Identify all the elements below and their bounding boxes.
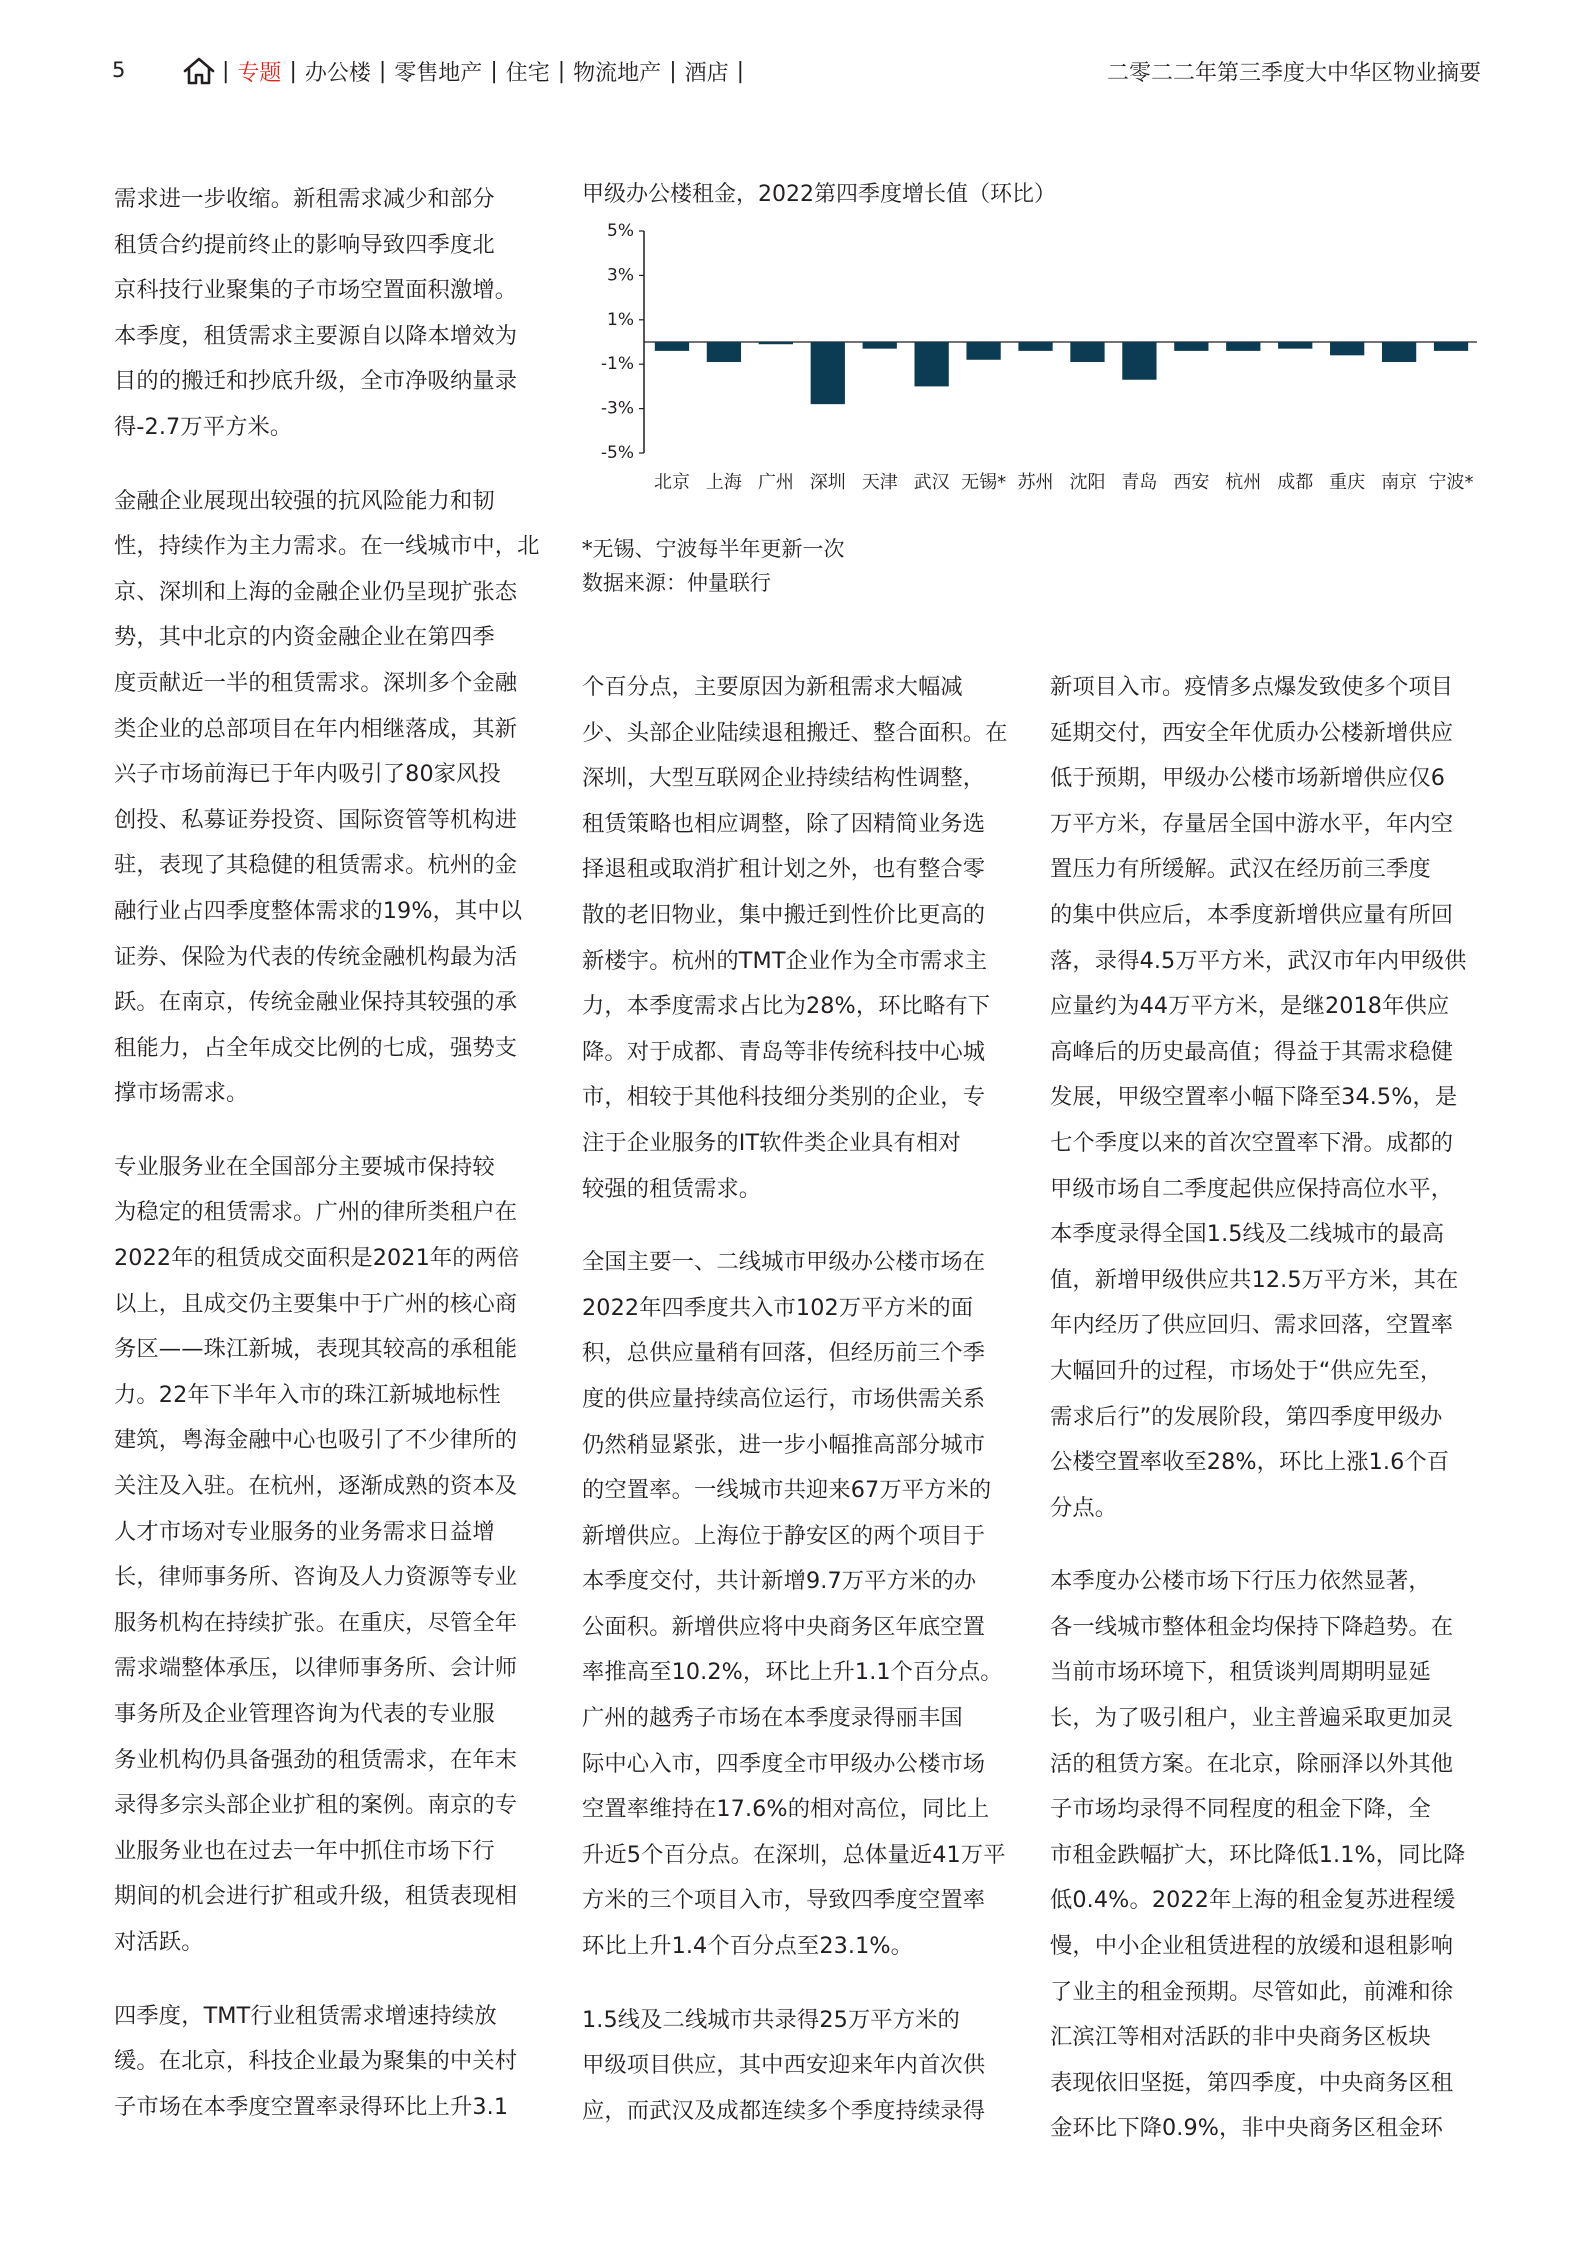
nav-item-4[interactable]: 物流地产 [573,61,662,86]
bar [915,342,949,386]
text-line: 业服务业也在过去一年中抓住市场下行 [114,1837,495,1864]
chart-source: 数据来源：仲量联行 [582,571,771,595]
bar [1434,342,1468,351]
text-line: 租能力，占全年成交比例的七成，强势支 [114,1034,518,1061]
text-line: 分点。 [1050,1494,1118,1521]
text-line: 需求进一步收缩。新租需求减少和部分 [114,186,495,212]
text-line: 新楼宇。杭州的TMT企业作为全市需求主 [582,947,988,974]
text-line: 应，而武汉及成都连续多个季度持续录得 [582,2097,986,2124]
text-line: 租赁合约提前终止的影响导致四季度北 [114,231,495,258]
text-line: 个百分点，主要原因为新租需求大幅减 [582,674,963,700]
x-tick-label: 天津 [861,472,898,493]
text-line: 活的租赁方案。在北京，除丽泽以外其他 [1050,1750,1454,1777]
bar [1122,342,1156,380]
text-line: 少、头部企业陆续退租搬迁、整合面积。在 [582,719,1008,746]
text-line: 较强的租赁需求。 [582,1175,762,1202]
text-line: 建筑，粤海金融中心也吸引了不少律所的 [114,1427,518,1454]
x-tick-label: 西安 [1173,472,1210,493]
text-line: 人才市场对专业服务的业务需求日益增 [114,1518,495,1545]
home-icon[interactable] [182,56,216,86]
text-line: 长，为了吸引租户，业主普遍采取更加灵 [1050,1705,1454,1732]
text-line: 子市场均录得不同程度的租金下降，全 [1050,1796,1431,1823]
text-line: 录得多宗头部企业扩租的案例。南京的专 [114,1792,518,1819]
text-line: 的集中供应后，本季度新增供应量有所回 [1050,901,1454,928]
text-line: 关注及入驻。在杭州，逐渐成熟的资本及 [114,1473,518,1500]
nav-separator: | [669,59,677,84]
text-column-3 [1050,665,1490,2180]
text-line: 驻，表现了其稳健的租赁需求。杭州的金 [114,852,518,879]
text-line: 服务机构在持续扩张。在重庆，尽管全年 [114,1609,518,1636]
page-header [0,0,1586,120]
bar [1330,342,1364,355]
x-tick-label: 无锡* [961,472,1007,493]
text-line: 际中心入市，四季度全市甲级办公楼市场 [582,1750,986,1777]
text-line: 仍然稍显紧张，进一步小幅推高部分城市 [582,1431,986,1458]
text-line: 创投、私募证券投资、国际资管等机构进 [114,806,518,833]
text-line: 积，总供应量稍有回落，但经历前三个季 [582,1340,986,1367]
topic-nav [222,56,752,87]
text-line: 期间的机会进行扩租或升级，租赁表现相 [114,1883,518,1910]
text-line: 类企业的总部项目在年内相继落成，其新 [114,715,518,742]
text-line: 跃。在南京，传统金融业保持其较强的承 [114,989,518,1016]
text-line: 年内经历了供应回归、需求回落，空置率 [1050,1312,1454,1339]
text-line: 当前市场环境下，租赁谈判周期明显延 [1050,1659,1431,1686]
text-line: 事务所及企业管理咨询为代表的专业服 [114,1701,495,1727]
text-line: 目的的搬迁和抄底升级，全市净吸纳量录 [114,368,518,395]
bar [966,342,1000,360]
page-number: 5 [112,58,126,82]
text-line: 金环比下降0.9%，非中央商务区租金环 [1050,2115,1443,2142]
text-line: 慢，中小企业租赁进程的放缓和退租影响 [1050,1933,1454,1960]
text-line: 务业机构仍具备强劲的租赁需求，在年末 [114,1746,518,1773]
bar [811,342,845,404]
text-line: 子市场在本季度空置率录得环比上升3.1 [114,2093,509,2120]
text-line: 缓。在北京，科技企业最为聚集的中关村 [114,2048,518,2075]
paragraph [114,1994,554,2131]
text-line: 空置率维持在17.6%的相对高位，同比上 [582,1796,990,1823]
chart-notes [582,532,845,600]
nav-item-3[interactable]: 住宅 [505,61,550,86]
text-line: 性，持续作为主力需求。在一线城市中，北 [114,533,540,560]
text-line: 各一线城市整体租金均保持下降趋势。在 [1050,1613,1454,1640]
text-line: 度的供应量持续高位运行，市场供需关系 [582,1385,986,1412]
x-tick-label: 青岛 [1121,472,1158,493]
text-line: 京科技行业聚集的子市场空置面积激增。 [114,277,518,304]
chart-plot [582,217,1482,517]
text-line: 值，新增甲级供应共12.5万平方米，其在 [1050,1266,1459,1293]
bar [863,342,897,349]
x-tick-label: 广州 [757,472,794,493]
text-line: 升近5个百分点。在深圳，总体量近41万平 [582,1841,1006,1868]
x-tick-label: 苏州 [1017,472,1054,493]
bar [1382,342,1416,362]
chart-footnote: *无锡、宁波每半年更新一次 [582,537,845,561]
nav-item-1[interactable]: 办公楼 [304,61,371,86]
text-line: 万平方米，存量居全国中游水平，年内空 [1050,810,1454,837]
text-line: 长，律师事务所、咨询及人力资源等专业 [114,1564,518,1591]
text-line: 力，本季度需求占比为28%，环比略有下 [582,993,991,1020]
text-line: 得-2.7万平方米。 [114,413,293,440]
y-tick-label: -3% [600,398,634,419]
paragraph [582,1998,1022,2135]
paragraph [114,479,554,1117]
x-tick-label: 重庆 [1329,472,1366,493]
text-line: 方米的三个项目入市，导致四季度空置率 [582,1887,986,1914]
nav-separator: | [289,59,297,84]
text-line: 以上，且成交仍主要集中于广州的核心商 [114,1290,518,1317]
text-line: 应量约为44万平方米，是继2018年供应 [1050,993,1450,1020]
paragraph [1050,1559,1490,2152]
text-line: 低0.4%。2022年上海的租金复苏进程缓 [1050,1887,1456,1914]
x-tick-label: 南京 [1381,472,1418,493]
text-line: 低于预期，甲级办公楼市场新增供应仅6 [1050,765,1446,792]
bar [655,342,689,351]
text-line: 本季度，租赁需求主要源自以降本增效为 [114,322,518,349]
text-line: 择退租或取消扩租计划之外，也有整合零 [582,856,986,883]
paragraph [114,177,554,451]
text-line: 深圳，大型互联网企业持续结构性调整， [582,765,986,792]
text-line: 散的老旧物业，集中搬迁到性价比更高的 [582,901,986,928]
nav-separator: | [736,59,745,84]
text-line: 落，录得4.5万平方米，武汉市年内甲级供 [1050,947,1467,974]
text-line: 大幅回升的过程，市场处于“供应先至， [1050,1357,1443,1384]
x-tick-label: 成都 [1277,472,1314,493]
nav-separator: | [490,59,498,84]
text-line: 市，相较于其他科技细分类别的企业，专 [582,1084,986,1111]
y-tick-label: -1% [600,354,634,375]
paragraph [582,665,1022,1212]
text-line: 广州的越秀子市场在本季度录得丽丰国 [582,1705,963,1732]
bar [759,342,793,344]
text-line: 专业服务业在全国部分主要城市保持较 [114,1153,495,1180]
paragraph [114,1145,554,1966]
text-line: 汇滨江等相对活跃的非中央商务区板块 [1050,2024,1431,2051]
text-line: 需求端整体承压，以律师事务所、会计师 [114,1655,518,1682]
nav-item-2[interactable]: 零售地产 [394,61,483,86]
text-line: 本季度办公楼市场下行压力依然显著， [1050,1568,1431,1595]
text-line: 新项目入市。疫情多点爆发致使多个项目 [1050,674,1454,700]
text-line: 全国主要一、二线城市甲级办公楼市场在 [582,1249,986,1276]
text-line: 七个季度以来的首次空置率下滑。成都的 [1050,1129,1454,1156]
text-line: 度贡献近一半的租赁需求。深圳多个金融 [114,669,518,696]
x-tick-label: 北京 [653,472,690,493]
text-line: 发展，甲级空置率小幅下降至34.5%，是 [1050,1084,1458,1111]
y-tick-label: 3% [607,265,634,286]
text-line: 公面积。新增供应将中央商务区年底空置 [582,1613,986,1640]
bar [707,342,741,362]
text-line: 注于企业服务的IT软件类企业具有相对 [582,1129,961,1156]
text-line: 本季度交付，共计新增9.7万平方米的办 [582,1568,977,1595]
text-line: 本季度录得全国1.5线及二线城市的最高 [1050,1221,1445,1248]
text-line: 环比上升1.4个百分点至23.1%。 [582,1933,914,1960]
text-line: 为稳定的租赁需求。广州的律所类租户在 [114,1199,518,1226]
text-line: 甲级市场自二季度起供应保持高位水平， [1050,1175,1454,1202]
y-tick-label: -5% [600,443,634,463]
nav-separator: | [378,59,387,84]
text-line: 2022年四季度共入市102万平方米的面 [582,1294,974,1321]
text-line: 高峰后的历史最高值；得益于其需求稳健 [1050,1038,1454,1065]
text-line: 了业主的租金预期。尽管如此，前滩和徐 [1050,1978,1454,2005]
text-line: 甲级项目供应，其中西安迎来年内首次供 [582,2052,986,2079]
y-tick-label: 1% [607,309,634,330]
text-column-2 [582,665,1022,2162]
nav-item-0[interactable]: 专题 [237,61,282,86]
text-line: 需求后行”的发展阶段，第四季度甲级办 [1050,1403,1443,1430]
text-line: 对活跃。 [114,1928,204,1955]
text-line: 四季度，TMT行业租赁需求增速持续放 [114,2002,497,2029]
text-line: 公楼空置率收至28%，环比上涨1.6个百 [1050,1449,1450,1476]
text-line: 租赁策略也相应调整，除了因精简业务选 [582,810,986,837]
text-line: 京、深圳和上海的金融企业仍呈现扩张态 [114,578,518,605]
text-column-1 [114,177,554,2158]
bar [1278,342,1312,349]
nav-separator: | [222,59,230,84]
text-line: 的空置率。一线城市共迎来67万平方米的 [582,1477,992,1504]
bar [1018,342,1052,351]
text-line: 率推高至10.2%，环比上升1.1个百分点。 [582,1659,1003,1686]
nav-item-5[interactable]: 酒店 [684,61,729,86]
bar [1226,342,1260,351]
text-line: 务区——珠江新城，表现其较高的承租能 [114,1336,518,1363]
report-title: 二零二二年第三季度大中华区物业摘要 [1106,61,1481,86]
x-tick-label: 深圳 [809,472,846,493]
text-line: 置压力有所缓解。武汉在经历前三季度 [1050,856,1431,883]
rent-growth-chart [582,177,1482,597]
paragraph [1050,665,1490,1531]
bar [1174,342,1208,351]
bar [1070,342,1104,362]
paragraph [582,1240,1022,1970]
text-line: 延期交付，西安全年优质办公楼新增供应 [1050,719,1454,746]
text-line: 兴子市场前海已于年内吸引了80家风投 [114,761,501,788]
text-line: 力。22年下半年入市的珠江新城地标性 [114,1381,501,1408]
x-tick-label: 武汉 [913,472,950,493]
chart-title: 甲级办公楼租金，2022第四季度增长值（环比） [582,182,1056,207]
y-tick-label: 5% [607,221,634,241]
text-line: 势，其中北京的内资金融企业在第四季 [114,624,495,651]
nav-separator: | [557,59,566,84]
x-tick-label: 上海 [705,472,742,493]
text-line: 金融企业展现出较强的抗风险能力和韧 [114,487,495,514]
text-line: 新增供应。上海位于静安区的两个项目于 [582,1522,986,1549]
x-tick-label: 杭州 [1225,472,1262,493]
text-line: 撑市场需求。 [114,1080,249,1107]
x-tick-label: 宁波* [1428,472,1474,493]
text-line: 市租金跌幅扩大，环比降低1.1%，同比降 [1050,1841,1466,1868]
text-line: 融行业占四季度整体需求的19%，其中以 [114,897,523,924]
x-tick-label: 沈阳 [1069,472,1106,493]
text-line: 表现依旧坚挺，第四季度，中央商务区租 [1050,2069,1454,2096]
text-line: 降。对于成都、青岛等非传统科技中心城 [582,1038,986,1065]
text-line: 2022年的租赁成交面积是2021年的两倍 [114,1245,520,1272]
text-line: 1.5线及二线城市共录得25万平方米的 [582,2006,960,2033]
text-line: 证券、保险为代表的传统金融机构最为活 [114,943,518,970]
